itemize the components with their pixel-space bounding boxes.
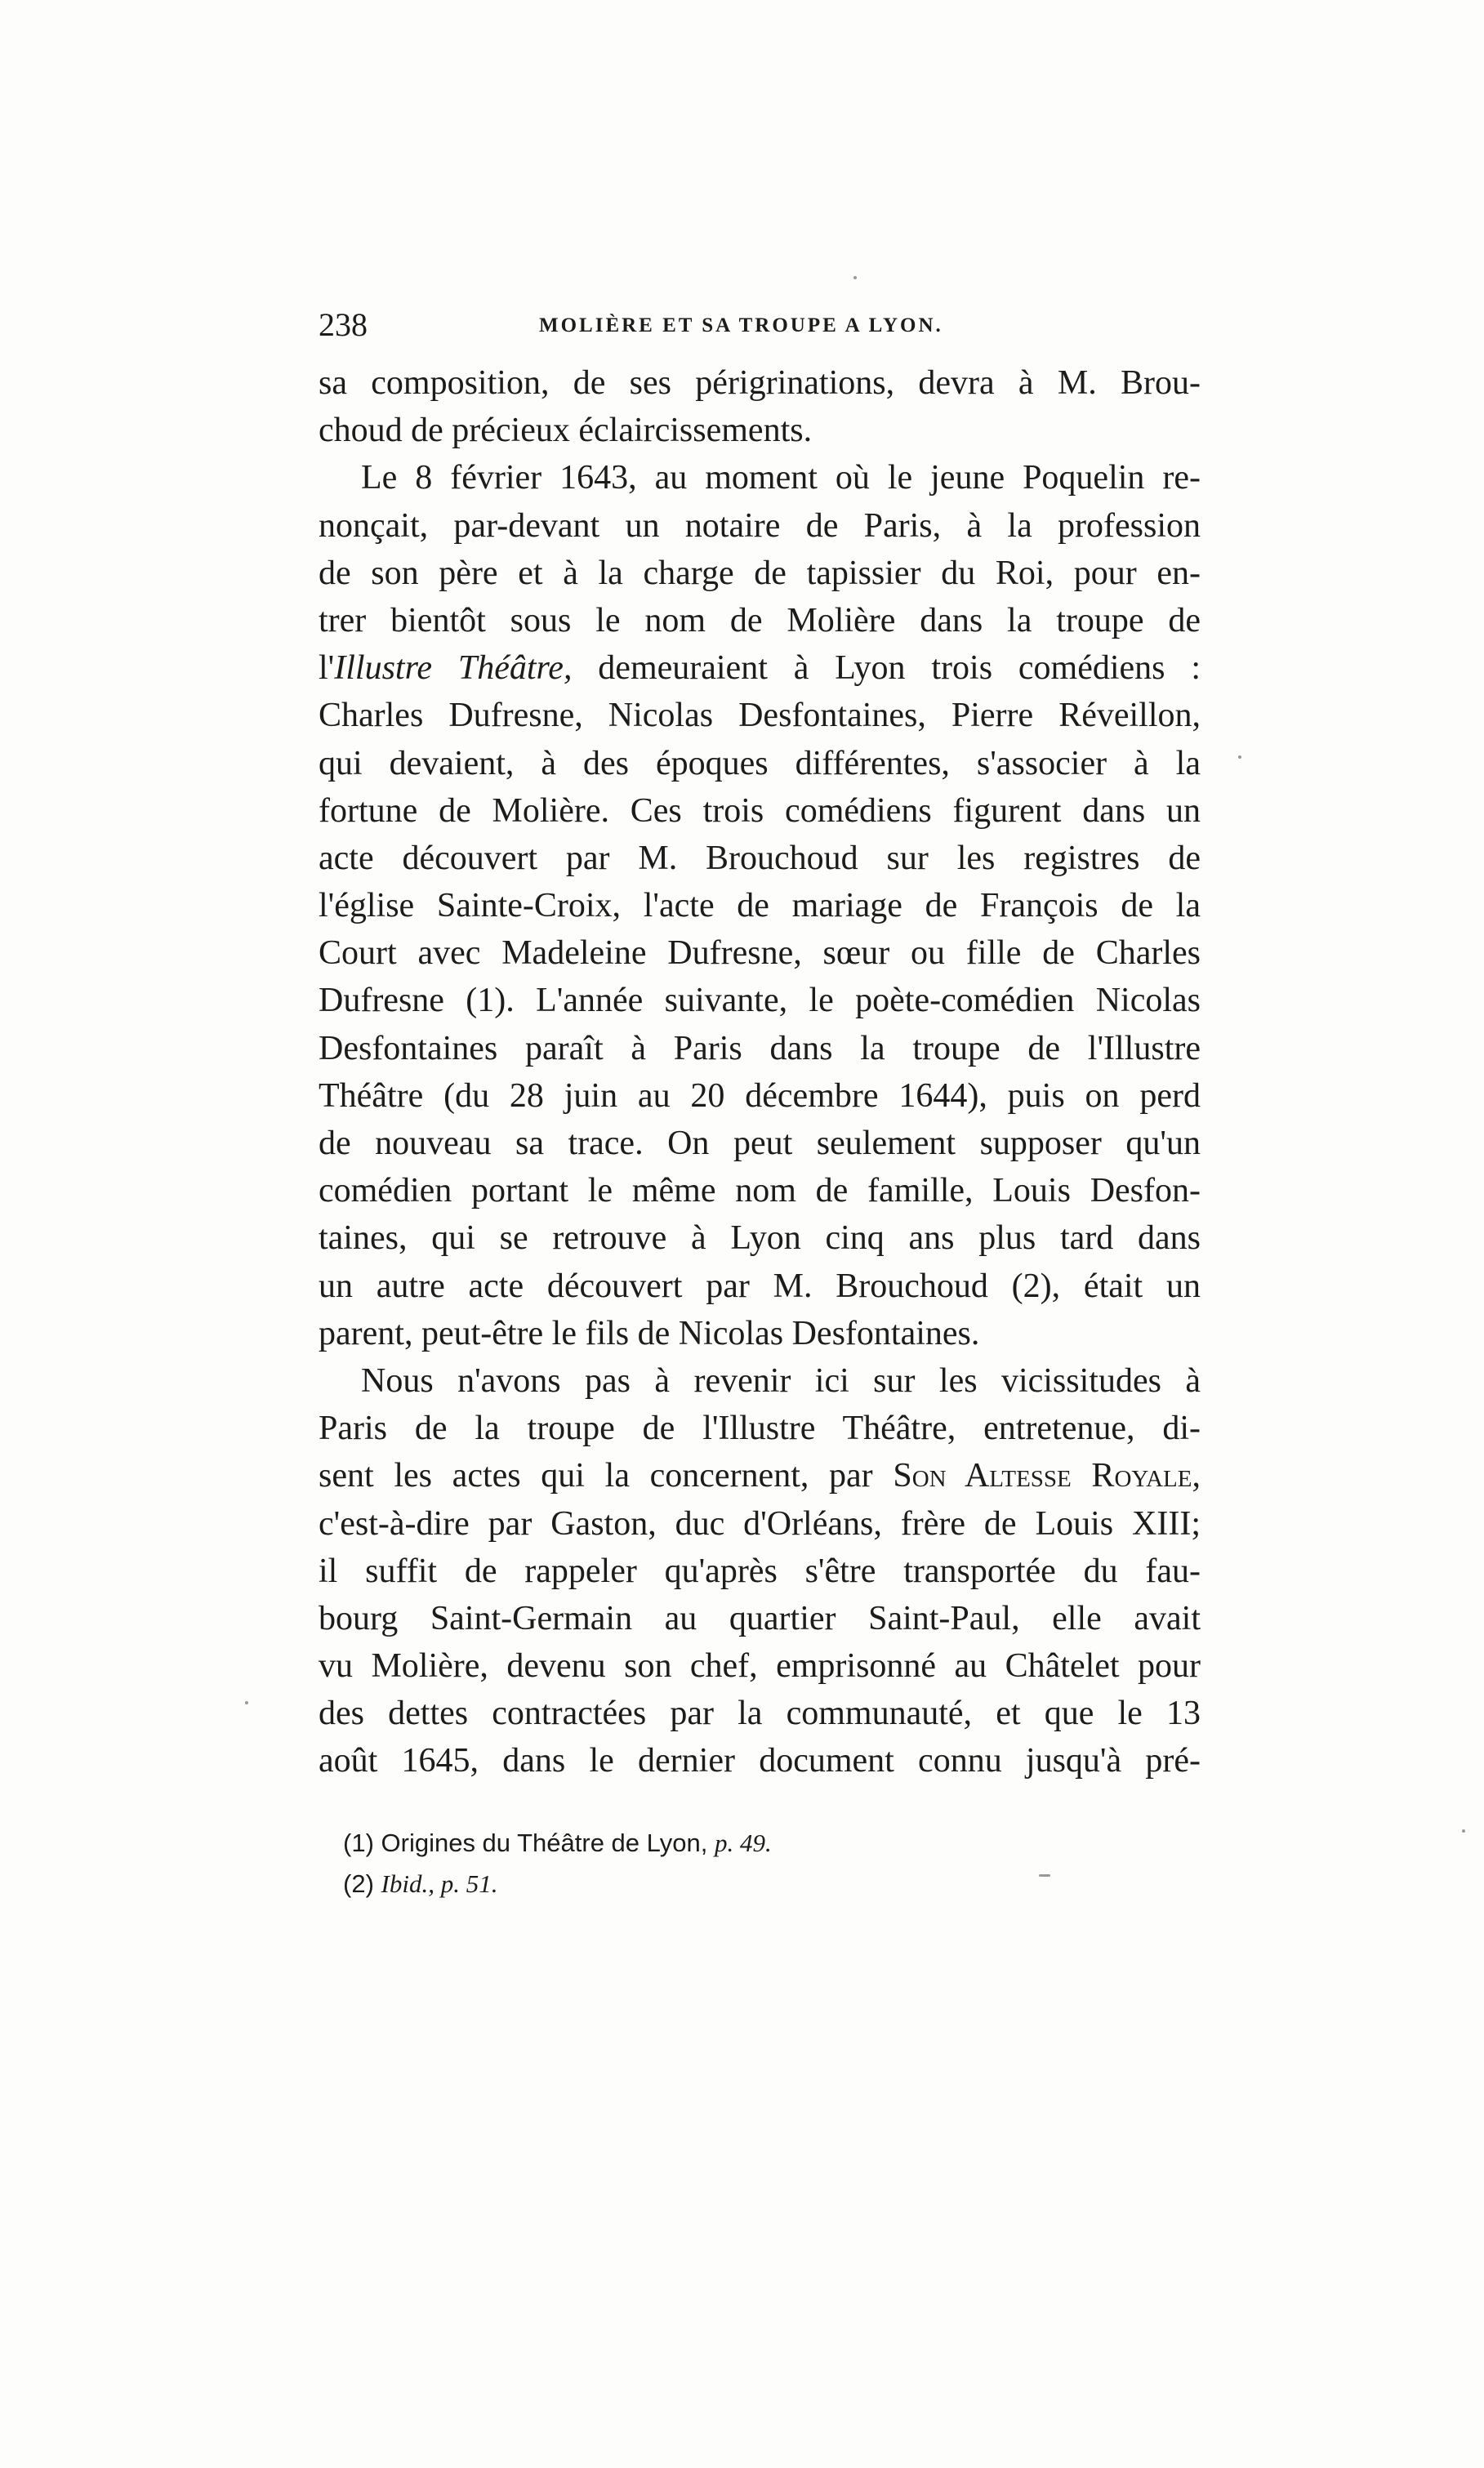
text-line: un autre acte découvert par M. Brouchoud (2), était un	[319, 1267, 1201, 1305]
body-text	[319, 359, 1201, 1785]
text-line: Paris de la troupe de l'Illustre Théâtre, entretenue, di-	[319, 1410, 1201, 1448]
text-line: Le 8 février 1643, au moment où le jeune Poquelin re-	[361, 459, 1201, 497]
footnote-text: Origines du Théâtre de Lyon,	[381, 1829, 708, 1857]
text-line: l'église Sainte-Croix, l'acte de mariage de François de la	[319, 887, 1201, 925]
page-number: 238	[319, 306, 368, 343]
text-line: nonçait, par-devant un notaire de Paris, à la profession	[319, 506, 1201, 545]
footnote	[343, 1823, 996, 1864]
footnote	[343, 1864, 996, 1904]
text-line: Charles Dufresne, Nicolas Desfontaines, Pierre Réveillon,	[319, 697, 1201, 735]
text-line: Théâtre (du 28 juin au 20 décembre 1644), puis on perd	[319, 1076, 1201, 1115]
text-line: de son père et à la charge de tapissier du Roi, pour en-	[319, 554, 1201, 592]
text-line: qui devaient, à des époques différentes, s'associer à la	[319, 744, 1201, 782]
text-line: il suffit de rappeler qu'après s'être transportée du fau-	[319, 1552, 1201, 1590]
text-line: de nouveau sa trace. On peut seulement supposer qu'un	[319, 1125, 1201, 1162]
text-line: comédien portant le même nom de famille, Louis Desfon-	[319, 1172, 1201, 1210]
footnote-ref: p. 49.	[714, 1829, 772, 1857]
text-line: sa composition, de ses périgrinations, devra à M. Brou-	[319, 364, 1201, 402]
scan-speck	[1462, 1829, 1465, 1833]
text-line: Nous n'avons pas à revenir ici sur les vicissitudes à	[361, 1361, 1201, 1400]
text-line: Desfontaines paraît à Paris dans la troupe de l'Illustre	[319, 1029, 1201, 1067]
text-line: Court avec Madeleine Dufresne, sœur ou fille de Charles	[319, 934, 1201, 973]
text-line: trer bientôt sous le nom de Molière dans la troupe de	[319, 601, 1201, 639]
text-line: sent les actes qui la concernent, par Son Altesse Royale,	[319, 1457, 1201, 1495]
footnote-marker: (2)	[343, 1869, 374, 1898]
scan-speck	[1039, 1874, 1050, 1877]
scan-speck	[853, 276, 857, 279]
scan-speck	[245, 1701, 248, 1704]
text-line: l'Illustre Théâtre, demeuraient à Lyon trois comédiens :	[319, 649, 1201, 688]
text-line: acte découvert par M. Brouchoud sur les registres de	[319, 839, 1201, 877]
running-title: MOLIÈRE ET SA TROUPE A LYON.	[539, 314, 943, 336]
scan-speck	[1238, 755, 1241, 759]
text-line: vu Molière, devenu son chef, emprisonné au Châtelet pour	[319, 1647, 1201, 1686]
text-line: parent, peut-être le fils de Nicolas Desfontaines.	[319, 1314, 980, 1352]
running-head	[319, 301, 1209, 350]
text-line: fortune de Molière. Ces trois comédiens figurent dans un	[319, 791, 1201, 830]
text-line: bourg Saint-Germain au quartier Saint-Paul, elle avait	[319, 1599, 1201, 1637]
text-line: c'est-à-dire par Gaston, duc d'Orléans, frère de Louis XIII;	[319, 1504, 1201, 1543]
text-line: août 1645, dans le dernier document connu jusqu'à pré-	[319, 1742, 1201, 1780]
footnotes	[343, 1823, 996, 1904]
text-line: Dufresne (1). L'année suivante, le poète-comédien Nicolas	[319, 982, 1201, 1020]
footnote-text: Ibid., p. 51.	[381, 1869, 498, 1898]
text-line: des dettes contractées par la communauté, et que le 13	[319, 1695, 1201, 1733]
footnote-marker: (1)	[343, 1829, 374, 1857]
text-line: taines, qui se retrouve à Lyon cinq ans plus tard dans	[319, 1219, 1201, 1258]
text-line: choud de précieux éclaircissements.	[319, 412, 813, 450]
